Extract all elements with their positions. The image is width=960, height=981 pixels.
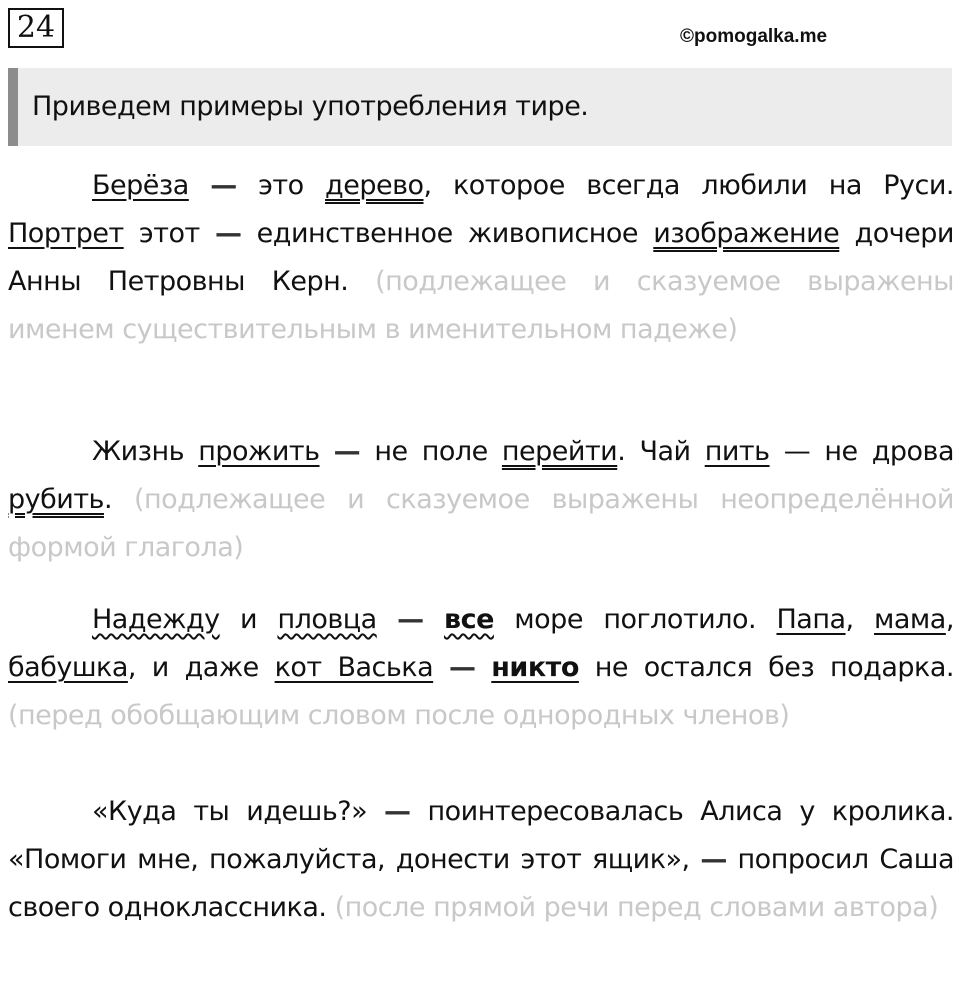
example-paragraph-2 <box>8 428 954 572</box>
text: попросил Саша своего одноклассника. <box>8 844 954 923</box>
task-number: 24 <box>8 8 64 48</box>
text: , <box>845 604 854 635</box>
dash: — <box>210 170 237 201</box>
subject: мама <box>874 604 946 635</box>
subject: Берёза <box>92 170 189 201</box>
text: не поле <box>374 436 488 467</box>
text: , и даже <box>127 652 259 683</box>
explanation-note: (после прямой речи перед словами автора) <box>334 892 939 923</box>
text: , которое всегда любили на Руси. <box>423 170 955 201</box>
text: этот <box>138 218 200 249</box>
predicate: перейти <box>501 436 618 467</box>
text: — не дрова <box>783 436 954 467</box>
predicate: изображение <box>653 218 840 249</box>
text: Жизнь <box>92 436 185 467</box>
dash: — <box>384 796 411 827</box>
text: не остался без подарка. <box>594 652 954 683</box>
dash: — <box>700 844 727 875</box>
example-paragraph-1 <box>8 162 954 354</box>
text: море поглотило. <box>514 604 757 635</box>
text: . Чай <box>617 436 691 467</box>
text: поинтересовалась Алиса у кролика. «Помоги мне, пожалуйста, донести этот ящик», <box>8 796 954 875</box>
subject: прожить <box>198 436 320 467</box>
object: пловца <box>277 604 377 635</box>
subject: Папа <box>776 604 846 635</box>
subject: бабушка <box>8 652 128 683</box>
site-watermark: ©pomogalka.me <box>680 26 828 47</box>
section-heading: Приведем примеры употребления тире. <box>8 68 952 146</box>
dash: — <box>397 604 424 635</box>
dash: — <box>448 652 476 683</box>
example-paragraph-4 <box>8 788 954 932</box>
generalizing-word: никто <box>491 652 579 683</box>
explanation-note: (подлежащее и сказуемое выражены именем существительным в именительном падеже) <box>8 266 954 345</box>
example-paragraph-3 <box>8 596 954 740</box>
text: и <box>240 604 258 635</box>
subject: кот Васька <box>274 652 434 683</box>
text: это <box>258 170 304 201</box>
text: . <box>103 484 113 515</box>
generalizing-word: все <box>444 604 494 635</box>
explanation-note: (перед обобщающим словом после однородных членов) <box>8 700 790 731</box>
predicate: дерево <box>325 170 424 201</box>
text: дочери Анны Петровны Керн. <box>8 218 954 297</box>
text: «Куда ты идешь?» <box>92 796 368 827</box>
explanation-note: (подлежащее и сказуемое выражены неопределённой формой глагола) <box>8 484 954 563</box>
dash: — <box>214 218 242 249</box>
subject: Портрет <box>8 218 124 249</box>
text: единственное живописное <box>256 218 639 249</box>
predicate: рубить <box>8 484 104 515</box>
dash: — <box>333 436 361 467</box>
object: Надежду <box>92 604 220 635</box>
text: , <box>945 604 954 635</box>
subject: пить <box>704 436 770 467</box>
